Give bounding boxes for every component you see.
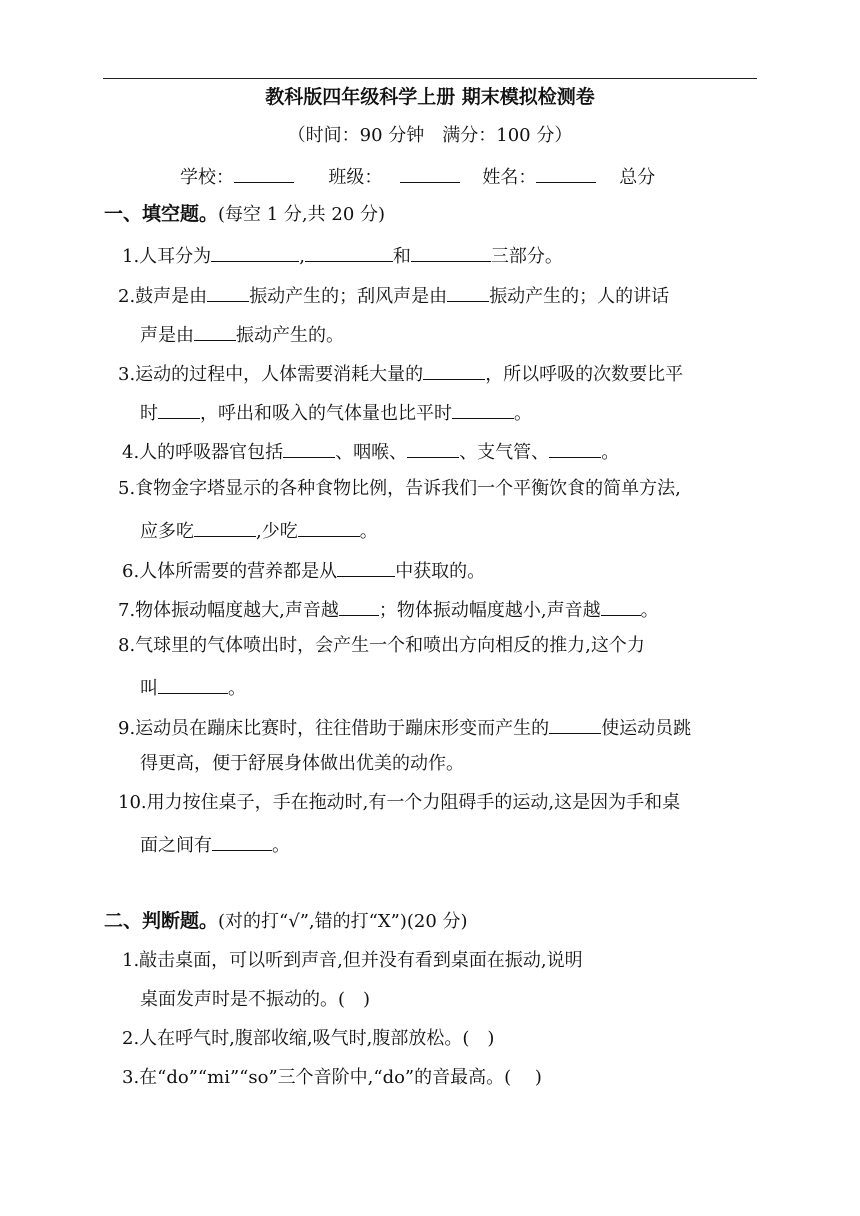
exam-time-score: （时间：90 分钟 满分：100 分） (287, 125, 573, 146)
section2-note: (对的打“√”,错的打“X”)(20 分) (218, 911, 468, 932)
q-text: 。 (514, 403, 532, 424)
answer-blank[interactable] (337, 556, 395, 577)
question-1-2-line1 (118, 281, 669, 309)
answer-blank[interactable] (601, 595, 641, 616)
question-2-2: 2.人在呼气时,腹部收缩,吸气时,腹部放松。( ) (122, 1028, 495, 1049)
answer-blank[interactable] (407, 437, 459, 458)
question-1-3-line1 (118, 359, 683, 387)
question-2-1-line2: 桌面发声时是不振动的。( ) (140, 989, 371, 1010)
question-1-1 (122, 241, 563, 269)
q-text: ，呼出和吸入的气体量也比平时 (200, 403, 452, 424)
q-text: 叫 (140, 678, 158, 699)
answer-blank[interactable] (283, 437, 335, 458)
q-text: 1.人耳分为 (122, 246, 212, 267)
answer-blank[interactable] (339, 595, 379, 616)
question-1-2-line2 (140, 320, 344, 348)
answer-blank[interactable] (549, 713, 601, 734)
section2-header (104, 909, 468, 934)
school-label: 学校： (180, 167, 234, 188)
answer-blank[interactable] (207, 281, 249, 302)
question-1-3-line2 (140, 398, 532, 426)
q-text: 9.运动员在蹦床比赛时，往往借助于蹦床形变而产生的 (118, 718, 550, 739)
q-text: , (299, 246, 305, 267)
q-text: 7.物体振动幅度越大,声音越 (118, 600, 339, 621)
q-text: 振动产生的；人的讲话 (489, 286, 670, 307)
section2-heading: 二、判断题。 (104, 910, 219, 932)
q-text: 使运动员跳 (601, 718, 692, 739)
q-text: 振动产生的。 (236, 325, 344, 346)
class-label: 班级： (328, 167, 383, 188)
q-text: 3.运动的过程中，人体需要消耗大量的 (118, 364, 424, 385)
q-text: 4.人的呼吸器官包括 (122, 442, 284, 463)
q-text: ；物体振动幅度越小,声音越 (378, 600, 601, 621)
answer-blank[interactable] (411, 241, 491, 262)
question-1-5-line1: 5.食物金字塔显示的各种食物比例，告诉我们一个平衡饮食的简单方法, (118, 478, 681, 499)
q-text: ,少吃 (256, 521, 298, 542)
q-text: 三部分。 (490, 246, 563, 267)
answer-blank[interactable] (158, 673, 228, 694)
answer-blank[interactable] (305, 241, 393, 262)
answer-blank[interactable] (194, 516, 256, 537)
answer-blank[interactable] (549, 437, 601, 458)
name-field[interactable] (536, 162, 596, 183)
question-1-7 (118, 595, 659, 623)
answer-blank[interactable] (194, 320, 236, 341)
question-1-6 (122, 556, 485, 584)
q-text: 时 (140, 403, 158, 424)
answer-blank[interactable] (211, 241, 299, 262)
q-text: 中获取的。 (395, 561, 486, 582)
question-1-8-line1: 8.气球里的气体喷出时，会产生一个和喷出方向相反的推力,这个力 (118, 635, 645, 656)
class-field[interactable] (400, 162, 460, 183)
q-text: 应多吃 (140, 521, 194, 542)
q-text: ，所以呼吸的次数要比平 (485, 364, 684, 385)
question-1-4 (122, 437, 619, 465)
page-title: 教科版四年级科学上册 期末模拟检测卷 (265, 86, 595, 108)
q-text: 和 (392, 246, 411, 267)
top-rule (103, 78, 757, 79)
section1-note: (每空 1 分,共 20 分) (218, 204, 386, 225)
question-1-8-line2 (140, 673, 246, 701)
question-1-10-line2 (140, 830, 290, 858)
q-text: 面之间有 (140, 835, 212, 856)
question-1-10-line1: 10.用力按住桌子，手在拖动时,有一个力阻碍手的运动,这是因为手和桌 (118, 792, 681, 813)
section1-header (104, 202, 385, 227)
total-label: 总分 (619, 167, 656, 188)
student-info-row (180, 162, 655, 190)
q-text: 、支气管、 (459, 442, 550, 463)
answer-blank[interactable] (452, 398, 514, 419)
q-text: 6.人体所需要的营养都是从 (122, 561, 338, 582)
answer-blank[interactable] (423, 359, 485, 380)
q-text: 声是由 (140, 325, 194, 346)
section1-heading: 一、填空题。 (104, 203, 219, 225)
q-text: 振动产生的；刮风声是由 (249, 286, 448, 307)
name-label: 姓名： (482, 167, 537, 188)
q-text: 。 (359, 521, 378, 542)
answer-blank[interactable] (447, 281, 489, 302)
question-1-9-line1 (118, 713, 691, 741)
question-2-3: 3.在“do”“mi”“so”三个音阶中,“do”的音最高。( ) (122, 1067, 542, 1088)
q-text: 、咽喉、 (335, 442, 408, 463)
q-text: 。 (228, 678, 246, 699)
q-text: 。 (272, 835, 290, 856)
answer-blank[interactable] (212, 830, 272, 851)
q-text: 。 (601, 442, 620, 463)
answer-blank[interactable] (158, 398, 200, 419)
q-text: 2.鼓声是由 (118, 286, 208, 307)
question-1-5-line2 (140, 516, 378, 544)
answer-blank[interactable] (298, 516, 360, 537)
question-1-9-line2: 得更高，便于舒展身体做出优美的动作。 (140, 753, 464, 774)
school-field[interactable] (234, 162, 294, 183)
question-2-1-line1: 1.敲击桌面，可以听到声音,但并没有看到桌面在振动,说明 (122, 950, 583, 971)
q-text: 。 (640, 600, 659, 621)
